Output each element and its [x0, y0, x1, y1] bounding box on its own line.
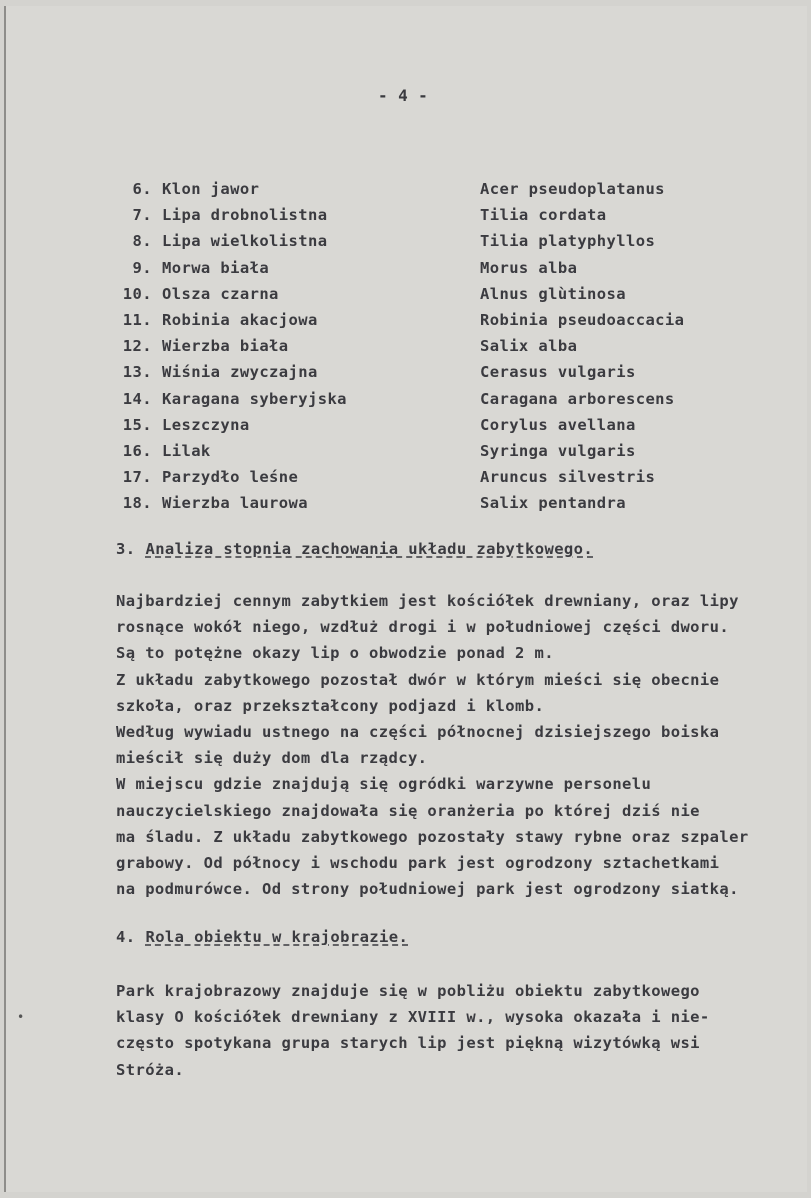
species-latin-name: Robinia pseudoaccacia	[480, 311, 685, 329]
section-4-heading	[116, 928, 408, 946]
paragraph-line: klasy O kościółek drewniany z XVIII w., wysoka okazała i nie-	[116, 1008, 710, 1027]
species-latin-name: Tilia cordata	[480, 206, 607, 225]
paragraph-line: na podmurówce. Od strony południowej park jest ogrodzony siatką.	[116, 880, 739, 899]
species-polish-name: Lilak	[162, 442, 211, 460]
paragraph-line: ma śladu. Z układu zabytkowego pozostały stawy rybne oraz szpaler	[116, 827, 749, 846]
paragraph-line: grabowy. Od północy i wschodu park jest ogrodzony sztachetkami	[116, 854, 720, 873]
paragraph-line: mieścił się duży dom dla rządcy.	[116, 749, 428, 768]
paragraph-line: często spotykana grupa starych lip jest piękną wizytówką wsi	[116, 1034, 700, 1053]
margin-mark: •	[17, 1010, 25, 1024]
species-latin-name: Syringa vulgaris	[480, 442, 636, 460]
species-polish-name: Wierzba laurowa	[162, 494, 308, 513]
species-latin-name: Acer pseudoplatanus	[480, 180, 665, 198]
section-4-number: 4.	[116, 928, 136, 946]
paragraph-line: Najbardziej cennym zabytkiem jest kościółek drewniany, oraz lipy	[116, 592, 739, 610]
species-number: 10.	[122, 284, 152, 303]
species-latin-name: Salix pentandra	[480, 494, 626, 513]
species-number: 14.	[122, 389, 152, 408]
species-latin-name: Aruncus silvestris	[480, 468, 656, 487]
section-3-title: Analiza stopnia zachowania układu zabytkowego.	[145, 540, 594, 558]
species-number: 9.	[132, 258, 152, 277]
species-number: 17.	[122, 468, 152, 487]
page-number: - 4 -	[378, 86, 429, 105]
species-latin-name: Cerasus vulgaris	[480, 363, 636, 382]
paragraph-line: rosnące wokół niego, wzdłuż drogi i w południowej części dworu.	[116, 618, 730, 637]
species-number: 8.	[132, 232, 152, 251]
species-number: 7.	[132, 206, 152, 225]
species-latin-name: Corylus avellana	[480, 415, 636, 434]
section-3-heading	[116, 540, 593, 558]
species-polish-name: Parzydło leśne	[162, 468, 299, 487]
paragraph-line: Z układu zabytkowego pozostał dwór w którym mieści się obecnie	[116, 670, 720, 689]
paragraph-line: szkoła, oraz przekształcony podjazd i klomb.	[116, 696, 545, 715]
species-polish-name: Leszczyna	[162, 415, 250, 434]
species-latin-name: Caragana arborescens	[480, 389, 675, 408]
species-number: 16.	[122, 442, 152, 460]
section-4-paragraph	[116, 978, 710, 1083]
species-polish-name: Robinia akacjowa	[162, 311, 318, 329]
paragraph-line: W miejscu gdzie znajdują się ogródki warzywne personelu	[116, 775, 652, 794]
species-latin-name: Morus alba	[480, 258, 578, 277]
section-3-paragraph	[116, 588, 749, 902]
species-polish-name: Morwa biała	[162, 258, 270, 277]
paragraph-line: Park krajobrazowy znajduje się w pobliżu obiektu zabytkowego	[116, 982, 700, 1000]
species-polish-name: Klon jawor	[162, 180, 260, 198]
species-number: 18.	[122, 494, 152, 513]
species-latin-name: Alnus glùtinosa	[480, 284, 626, 303]
section-4-title: Rola obiektu w krajobrazie.	[145, 928, 409, 946]
species-number: 6.	[132, 180, 152, 198]
section-3-number: 3.	[116, 540, 136, 558]
species-polish-name: Karagana syberyjska	[162, 389, 347, 408]
species-number: 15.	[122, 415, 152, 434]
paragraph-line: Są to potężne okazy lip o obwodzie ponad 2 m.	[116, 644, 554, 663]
species-polish-name: Lipa wielkolistna	[162, 232, 328, 251]
paragraph-line: Według wywiadu ustnego na części północnej dzisiejszego boiska	[116, 723, 720, 742]
species-polish-name: Olsza czarna	[162, 284, 279, 303]
species-polish-name: Lipa drobnolistna	[162, 206, 328, 225]
species-number: 13.	[122, 363, 152, 382]
species-number: 12.	[122, 337, 152, 356]
species-number: 11.	[122, 311, 152, 329]
paragraph-line: Stróża.	[116, 1060, 185, 1079]
species-polish-name: Wierzba biała	[162, 337, 289, 356]
paragraph-line: nauczycielskiego znajdowała się oranżeria po której dziś nie	[116, 801, 700, 820]
species-polish-name: Wiśnia zwyczajna	[162, 363, 318, 382]
species-latin-name: Salix alba	[480, 337, 578, 356]
species-latin-name: Tilia platyphyllos	[480, 232, 656, 251]
